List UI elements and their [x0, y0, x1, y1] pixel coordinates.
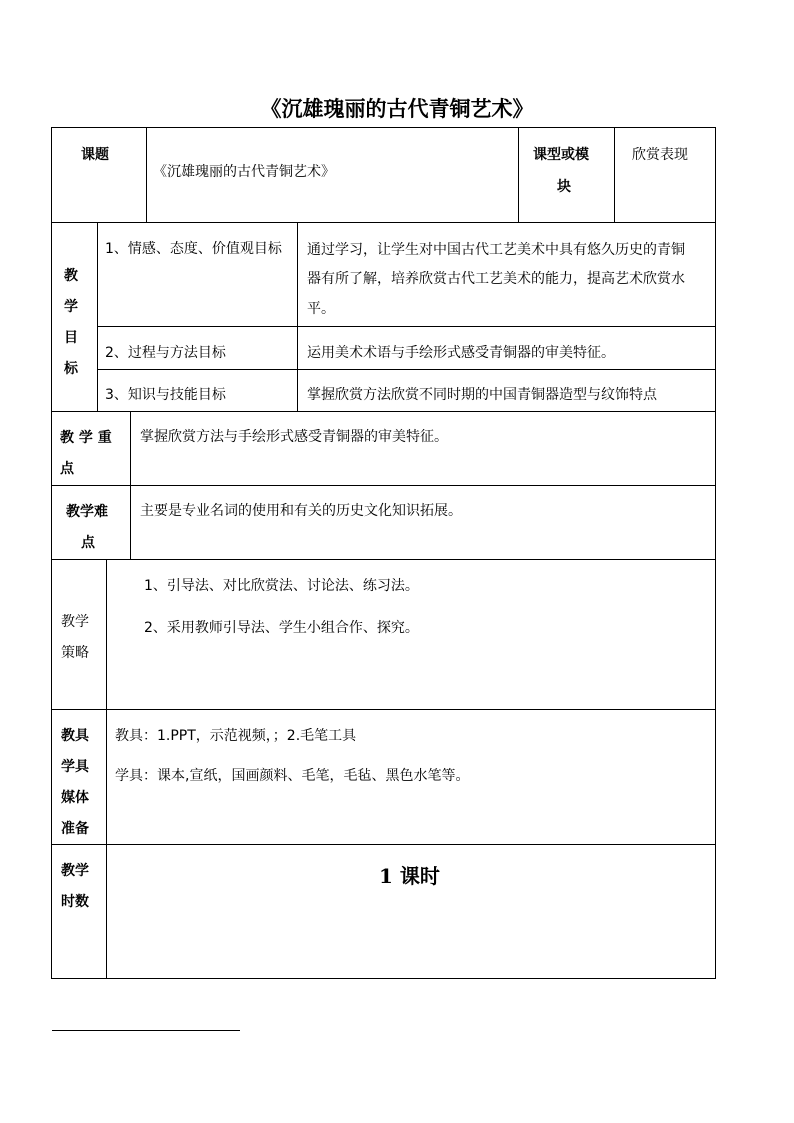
tools-label-line1: 教具	[61, 728, 89, 744]
teacher-tools-text: 教具：1.PPT，示范视频，；2.毛笔工具	[115, 728, 357, 744]
objective-2-name: 2、过程与方法目标	[105, 345, 226, 361]
objective-2-line-1: 运用美术术语与手绘形式感受青铜器的审美特征。	[307, 345, 615, 361]
objective-1-name-cell	[97, 222, 298, 327]
key-point-label-line2: 点	[60, 461, 74, 477]
lesson-type-value: 欣赏表现	[632, 147, 688, 163]
difficulty-label-line1: 教学难	[66, 504, 108, 520]
strategy-label-cell	[51, 559, 107, 710]
topic-value: 《沉雄瑰丽的古代青铜艺术》	[153, 164, 335, 180]
key-point-label-line1: 教 学 重	[60, 430, 112, 446]
footnote-separator	[52, 1030, 240, 1031]
tools-label-line3: 媒体	[61, 790, 89, 806]
strategy-label-line2: 策略	[61, 645, 89, 661]
objective-3-line-1: 掌握欣赏方法欣赏不同时期的中国青铜器造型与纹饰特点	[307, 387, 657, 403]
objective-1-line-2: 器有所了解，培养欣赏古代工艺美术的能力，提高艺术欣赏水	[307, 271, 685, 287]
tools-label-line4: 准备	[61, 821, 89, 837]
hours-label-line2: 时数	[61, 894, 89, 910]
student-tools-text: 学具：课本,宣纸，国画颜料、毛笔，毛毡、黑色水笔等。	[115, 768, 470, 784]
hours-label-line1: 教学	[61, 863, 89, 879]
tools-label-line2: 学具	[61, 759, 89, 775]
lesson-type-label-line2: 块	[557, 179, 571, 195]
objectives-label-char-2: 学	[64, 299, 78, 315]
strategy-label-line1: 教学	[61, 614, 89, 630]
objective-1-name: 1、情感、态度、价值观目标	[105, 241, 282, 257]
key-point-text-cell	[130, 411, 716, 486]
objectives-label-char-1: 教	[64, 268, 78, 284]
difficulty-text-cell	[130, 485, 716, 560]
lesson-type-value-cell	[614, 127, 716, 223]
difficulty-label-line2: 点	[81, 535, 95, 551]
topic-label: 课题	[81, 147, 109, 163]
objectives-label-char-3: 目	[64, 330, 78, 346]
objective-1-line-3: 平。	[307, 301, 335, 317]
objectives-label-cell	[51, 222, 98, 412]
topic-label-cell	[51, 127, 147, 223]
hours-value: 1 课时	[379, 864, 440, 888]
lesson-type-label-line1: 课型或模	[533, 147, 589, 163]
key-point-text: 掌握欣赏方法与手绘形式感受青铜器的审美特征。	[140, 429, 448, 445]
difficulty-text: 主要是专业名词的使用和有关的历史文化知识拓展。	[140, 503, 462, 519]
objectives-label-char-4: 标	[64, 361, 78, 377]
objective-3-name: 3、知识与技能目标	[105, 387, 226, 403]
lesson-type-label-cell	[518, 127, 615, 223]
strategy-item-2: 2、采用教师引导法、学生小组合作、探究。	[144, 620, 419, 636]
document-title: 《沉雄瑰丽的古代青铜艺术》	[260, 96, 534, 121]
strategy-item-1: 1、引导法、对比欣赏法、讨论法、练习法。	[144, 578, 419, 594]
objective-1-line-1: 通过学习，让学生对中国古代工艺美术中具有悠久历史的青铜	[307, 242, 685, 258]
